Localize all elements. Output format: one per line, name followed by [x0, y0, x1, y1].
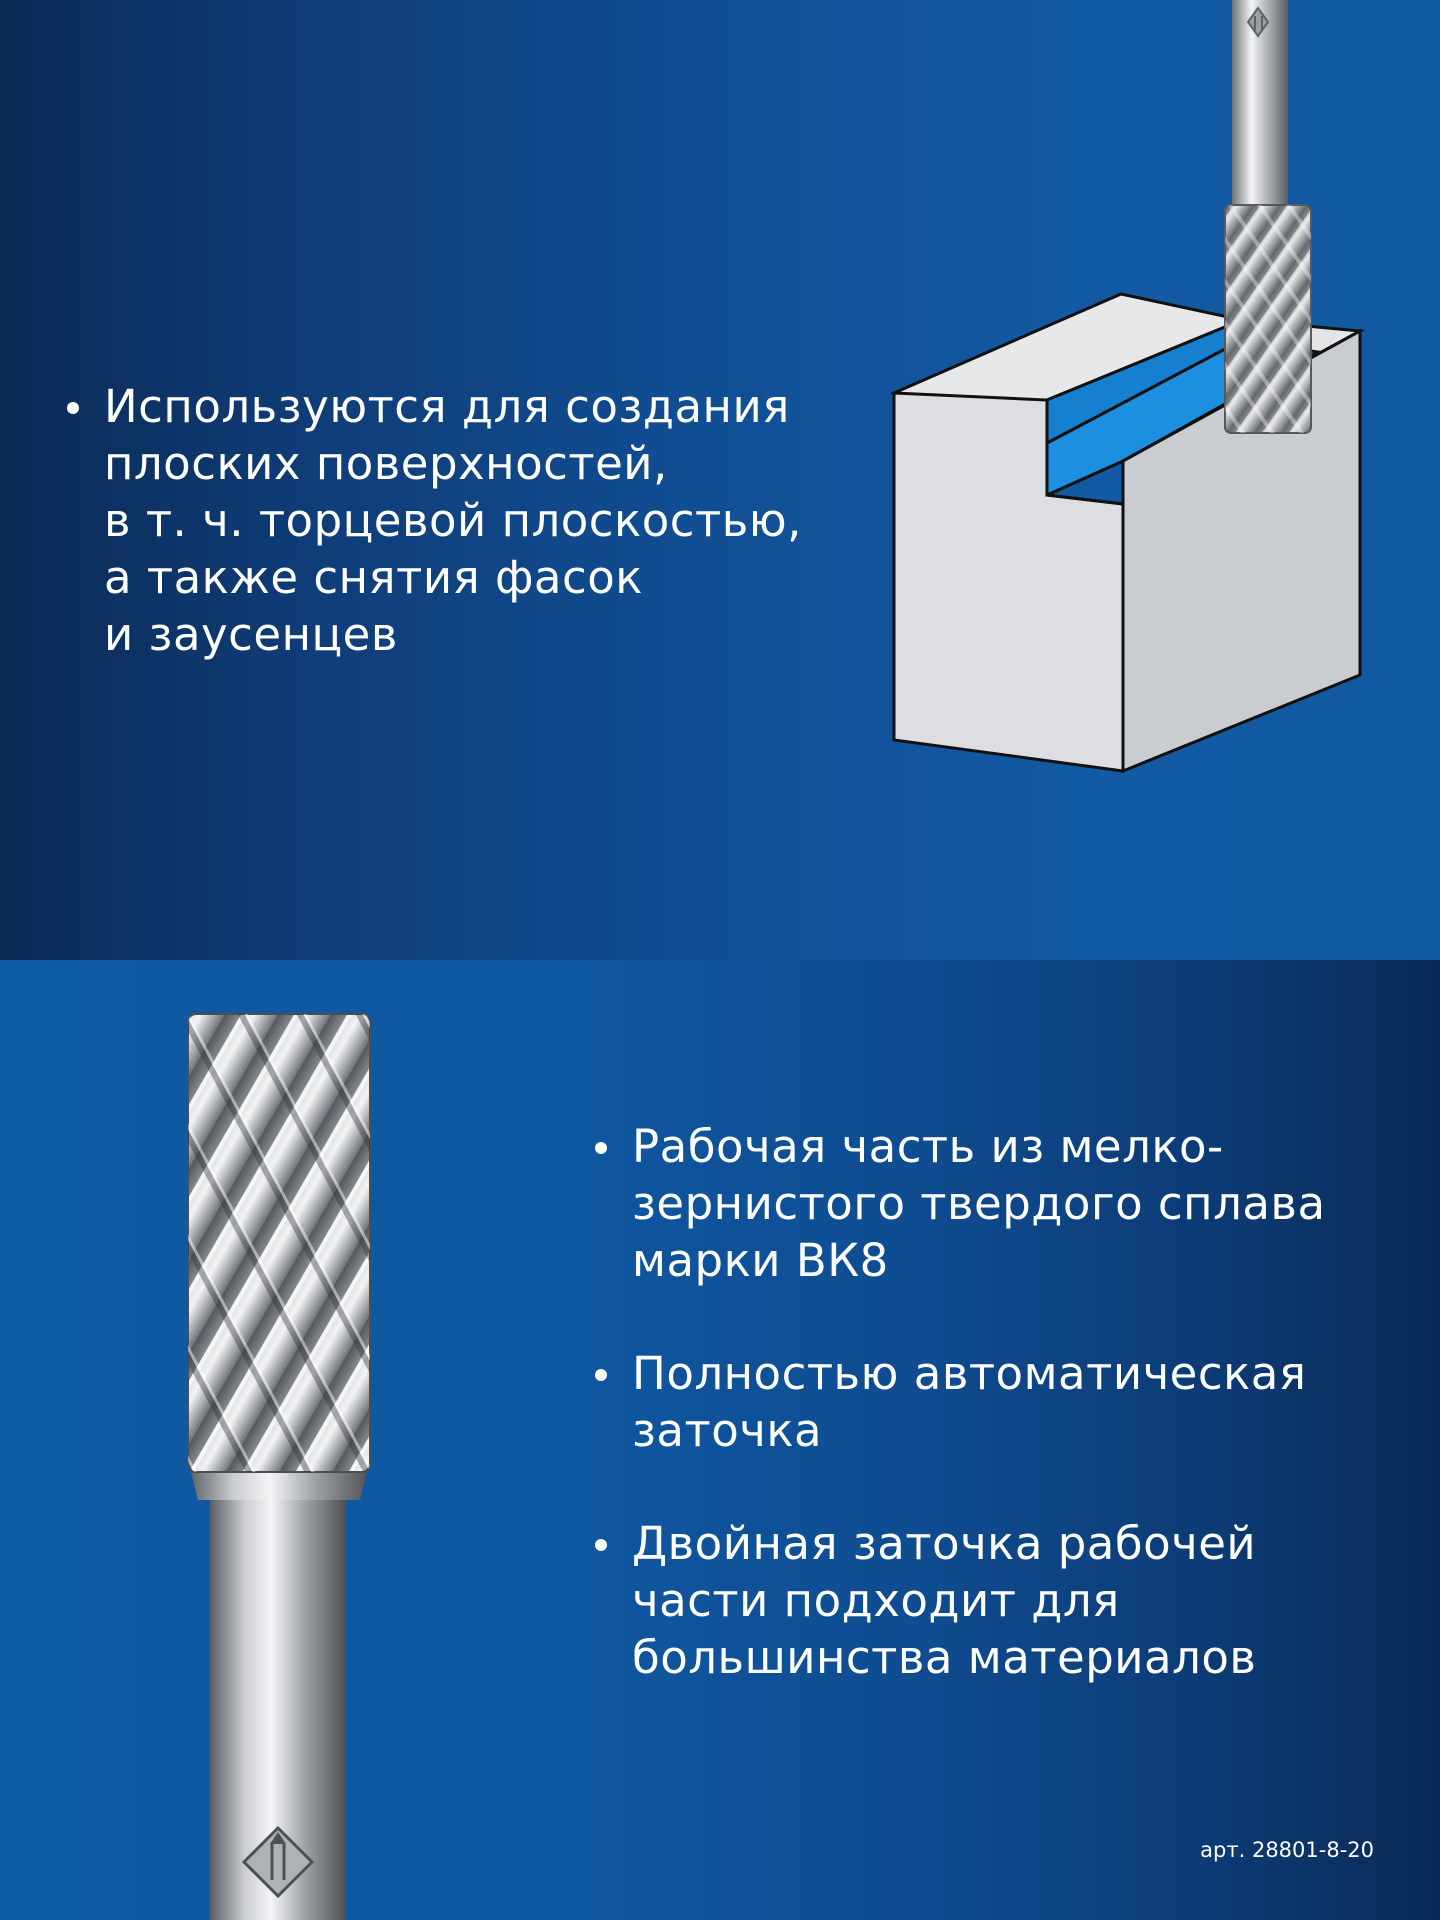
article-number: арт. 28801-8-20: [1200, 1838, 1374, 1862]
carbide-burr-illustration: [150, 960, 550, 1920]
feature-bullet-double-cut: Двойная заточка рабочей части подходит для большинства материалов: [592, 1515, 1392, 1686]
feature-bullet-usage: Используются для создания плоских поверхностей, в т. ч. торцевой плоскостью, а также снятия фасок и заусенцев: [64, 378, 824, 663]
bottom-panel: [0, 960, 1440, 1920]
bottom-feature-list: [592, 1118, 1392, 1742]
feature-bullet-material: Рабочая часть из мелко- зернистого твердого сплава марки ВК8: [592, 1118, 1392, 1289]
feature-bullet-sharpening: Полностью автоматическая заточка: [592, 1345, 1392, 1459]
